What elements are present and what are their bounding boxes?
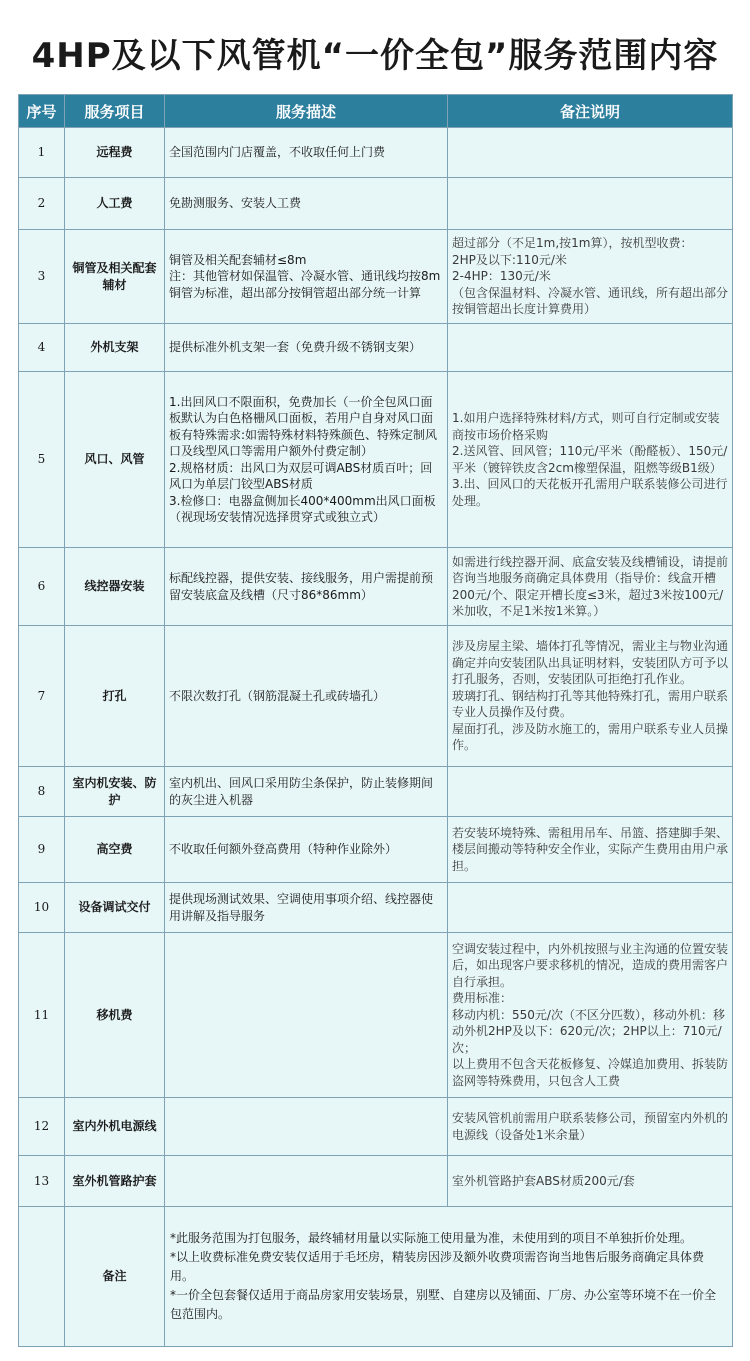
table-row: [19, 372, 733, 548]
table-row: [19, 626, 733, 767]
header-note: 备注说明: [448, 95, 733, 128]
row-desc: 全国范围内门店覆盖，不收取任何上门费: [165, 128, 448, 178]
row-no: 1: [19, 128, 65, 178]
table-row: [19, 548, 733, 626]
row-item: 打孔: [65, 626, 165, 767]
row-note: [448, 178, 733, 230]
row-item: 室内外机电源线: [65, 1098, 165, 1156]
row-desc: 不收取任何额外登高费用（特种作业除外）: [165, 817, 448, 883]
service-table: [18, 94, 733, 1347]
row-item: 线控器安装: [65, 548, 165, 626]
row-item: 人工费: [65, 178, 165, 230]
row-note: [448, 883, 733, 933]
row-no: 11: [19, 933, 65, 1098]
remark-text: *此服务范围为打包服务，最终辅材用量以实际施工使用量为准，未使用到的项目不单独折价处理。 *以上收费标准免费安装仅适用于毛坯房，精装房因涉及额外收费项需咨询当地售后服务商确定具体费用。 *一价全包套餐仅适用于商品房家用安装场景，别墅、自建房以及铺面、厂房、办公室等环境不在一价全包范围内。: [165, 1207, 733, 1347]
table-row: [19, 933, 733, 1098]
table-row: [19, 324, 733, 372]
row-note: 若安装环境特殊、需租用吊车、吊篮、搭建脚手架、楼层间搬动等特种安全作业，实际产生费用由用户承担。: [448, 817, 733, 883]
row-no: 5: [19, 372, 65, 548]
row-no: 9: [19, 817, 65, 883]
table-row: [19, 817, 733, 883]
row-item: 室内机安装、防护: [65, 767, 165, 817]
row-no: 4: [19, 324, 65, 372]
row-item: 室外机管路护套: [65, 1156, 165, 1207]
row-item: 移机费: [65, 933, 165, 1098]
table-row: [19, 1156, 733, 1207]
row-note: 如需进行线控器开洞、底盒安装及线槽铺设，请提前咨询当地服务商确定具体费用（指导价：线盒开槽200元/个、限定开槽长度≤3米，超过3米按100元/米加收，不足1米按1米算。）: [448, 548, 733, 626]
row-no: 6: [19, 548, 65, 626]
row-no: 12: [19, 1098, 65, 1156]
row-item: 铜管及相关配套辅材: [65, 230, 165, 324]
row-item: 高空费: [65, 817, 165, 883]
row-desc: [165, 1156, 448, 1207]
remark-no-cell: [19, 1207, 65, 1347]
row-desc: 提供现场测试效果、空调使用事项介绍、线控器使用讲解及指导服务: [165, 883, 448, 933]
page-title: 4HP及以下风管机“一价全包”服务范围内容: [31, 36, 719, 76]
header-item: 服务项目: [65, 95, 165, 128]
row-note: 空调安装过程中，内外机按照与业主沟通的位置安装后，如出现客户要求移机的情况，造成的费用需客户自行承担。 费用标准： 移动内机：550元/次（不区分匹数），移动外机：移动外机2HP及以下：620元/次；2HP以上：710元/次； 以上费用不包含天花板修复、冷媒追加费用、拆装防盗网等特殊费用，只包含人工费: [448, 933, 733, 1098]
row-desc: 标配线控器，提供安装、接线服务，用户需提前预留安装底盒及线槽（尺寸86*86mm）: [165, 548, 448, 626]
row-no: 7: [19, 626, 65, 767]
row-note: 1.如用户选择特殊材料/方式，则可自行定制或安装商按市场价格采购 2.送风管、回风管；110元/平米（酚醛板）、150元/平米（镀锌铁皮含2cm橡塑保温，阻燃等级B1级） 3.出、回风口的天花板开孔需用户联系装修公司进行处理。: [448, 372, 733, 548]
header-no: 序号: [19, 95, 65, 128]
row-item: 设备调试交付: [65, 883, 165, 933]
row-no: 2: [19, 178, 65, 230]
row-item: 远程费: [65, 128, 165, 178]
row-no: 10: [19, 883, 65, 933]
header-desc: 服务描述: [165, 95, 448, 128]
table-row: [19, 1098, 733, 1156]
row-note: [448, 128, 733, 178]
row-note: 超过部分（不足1m,按1m算），按机型收费： 2HP及以下:110元/米 2-4HP：130元/米 （包含保温材料、冷凝水管、通讯线，所有超出部分按铜管超出长度计算费用）: [448, 230, 733, 324]
row-desc: 铜管及相关配套辅材≤8m 注：其他管材如保温管、冷凝水管、通讯线均按8m铜管为标准，超出部分按铜管超出部分统一计算: [165, 230, 448, 324]
table-row: [19, 178, 733, 230]
row-note: [448, 767, 733, 817]
table-header: [19, 95, 733, 128]
remark-label: 备注: [65, 1207, 165, 1347]
row-desc: [165, 1098, 448, 1156]
row-note: 涉及房屋主梁、墙体打孔等情况，需业主与物业沟通确定并向安装团队出具证明材料，安装团队方可予以打孔服务，否则，安装团队可拒绝打孔作业。 玻璃打孔、钢结构打孔等其他特殊打孔，需用户联系专业人员操作及付费。 屋面打孔，涉及防水施工的，需用户联系专业人员操作。: [448, 626, 733, 767]
table-row: [19, 883, 733, 933]
row-item: 风口、风管: [65, 372, 165, 548]
remark-row: [19, 1207, 733, 1347]
table-row: [19, 128, 733, 178]
row-note: 安装风管机前需用户联系装修公司，预留室内外机的电源线（设备处1米余量）: [448, 1098, 733, 1156]
row-desc: [165, 933, 448, 1098]
row-desc: 提供标准外机支架一套（免费升级不锈钢支架）: [165, 324, 448, 372]
row-desc: 免勘测服务、安装人工费: [165, 178, 448, 230]
row-desc: 不限次数打孔（钢筋混凝土孔或砖墙孔）: [165, 626, 448, 767]
row-no: 13: [19, 1156, 65, 1207]
row-desc: 室内机出、回风口采用防尘条保护，防止装修期间的灰尘进入机器: [165, 767, 448, 817]
row-item: 外机支架: [65, 324, 165, 372]
row-desc: 1.出回风口不限面积，免费加长（一价全包风口面板默认为白色格栅风口面板，若用户自身对风口面板有特殊需求:如需特殊材料特殊颜色、特殊定制风口及线型风口等需用户额外付费定制） 2.规格材质：出风口为双层可调ABS材质百叶；回风口为单层门铰型ABS材质 3.检修口：电器盒侧加长400*400mm出风口面板（视现场安装情况选择贯穿式或独立式）: [165, 372, 448, 548]
table-row: [19, 230, 733, 324]
table-row: [19, 767, 733, 817]
row-no: 3: [19, 230, 65, 324]
row-no: 8: [19, 767, 65, 817]
row-note: 室外机管路护套ABS材质200元/套: [448, 1156, 733, 1207]
row-note: [448, 324, 733, 372]
